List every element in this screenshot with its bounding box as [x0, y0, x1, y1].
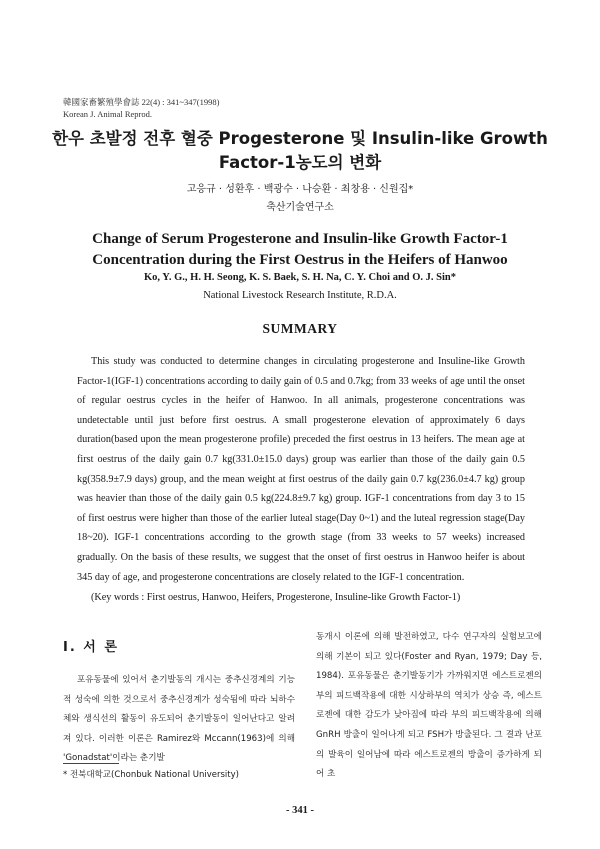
intro-right-column — [316, 628, 542, 785]
institute-korean: 축산기술연구소 — [266, 202, 334, 213]
journal-citation-ko: 韓國家畜繁殖學會誌 22(4) : 341~347(1998) — [63, 97, 220, 107]
title-korean — [40, 127, 560, 175]
intro-left-paragraph: 포유동물에 있어서 춘기발동의 개시는 중추신경계의 기능적 성숙에 의한 것으로서 중추신경계가 성숙됨에 따라 뇌하수체와 생식선의 활동이 유도되어 춘기발동이 일어난다고 알려져 있다. 이러한 이론은 Ramirez와 Mccann(1963)에 의해 'Gonadstat'이라는 춘기발 — [63, 675, 295, 764]
summary-body — [77, 352, 525, 587]
journal-citation — [63, 96, 219, 120]
institute-english: National Livestock Research Institute, R.D.A. — [203, 290, 397, 301]
authors-korean: 고응규 · 성환후 · 백광수 · 나승환 · 최창용 · 신원집* — [186, 184, 414, 195]
section-heading-introduction: I. 서 론 — [63, 640, 119, 655]
title-korean-line2: Factor-1농도의 변화 — [218, 153, 382, 172]
footnote-divider — [63, 763, 119, 764]
authors-english: Ko, Y. G., H. H. Seong, K. S. Baek, S. H. Na, C. Y. Choi and O. J. Sin* — [143, 272, 457, 283]
title-english-line1: Change of Serum Progesterone and Insulin-like Growth Factor-1 — [92, 231, 508, 247]
footnote: * 전북대학교(Chonbuk National University) — [63, 770, 239, 780]
summary-paragraph: This study was conducted to determine changes in circulating progesterone and Insuline-like Growth Factor-1(IGF-1) concentrations according to daily gain of 0.5 and 0.7kg; from 33 weeks of age until the onset of regular oestrus cycles in the heifer of Hanwoo. In all animals, progesterone concentrations was undetectable until just before first oestrus. A small progesterone elevation of approximately 6 days duration(based upon the mean progesterone profile) preceded the first oestrus in 13 heifers. The mean age at first oestrus of the daily gain 0.7 kg(331.0±15.0 days) group was earlier than those of the daily gain 0.5 kg(358.9±7.9 days) group, and the mean weight at first oestrus of the daily gain 0.7 kg(236.0±4.7 kg) group was heavier than those of the daily gain 0.5 kg(224.8±9.7 kg) group. IGF-1 concentrations from day 3 to 15 of first oestrus were higher than those of the earlier luteal stage(Day 0~1) and the luteal regression stage(Day 18~20). IGF-1 concentrations according to the growth stage (from 33 weeks to 57 weeks) increased gradually. On the basis of these results, we suggest that the onset of first oestrus in Hanwoo heifer is about 345 day of age, and progesterone concentrations are closely related to the IGF-1 concentration. — [77, 356, 525, 583]
journal-citation-en: Korean J. Animal Reprod. — [63, 109, 152, 119]
keywords: (Key words : First oestrus, Hanwoo, Heifers, Progesterone, Insuline-like Growth Factor-1) — [91, 592, 461, 603]
intro-left-column — [63, 671, 295, 769]
title-english — [40, 229, 560, 271]
summary-heading: SUMMARY — [262, 321, 338, 336]
page-number: - 341 - — [286, 805, 314, 816]
title-korean-line1: 한우 초발정 전후 혈중 Progesterone 및 Insulin-like Growth — [52, 129, 548, 148]
title-english-line2: Concentration during the First Oestrus in the Heifers of Hanwoo — [92, 252, 508, 268]
intro-right-paragraph: 동개시 이론에 의해 발전하였고, 다수 연구자의 실험보고에 의해 기본이 되고 있다(Foster and Ryan, 1979; Day 등, 1984). 포유동물은 춘기발동기가 가까워지면 에스트로젠의 부의 피드백작용에 대한 시상하부의 역치가 상승 즉, 에스트로젠에 대한 감도가 낮아짐에 따라 부의 피드백작용에 의해 GnRH 방출이 일어나게 되고 FSH가 방출된다. 그 결과 난포의 발육이 일어남에 따라 에스트로젠의 방출이 증가하게 되어 초 — [316, 632, 542, 780]
